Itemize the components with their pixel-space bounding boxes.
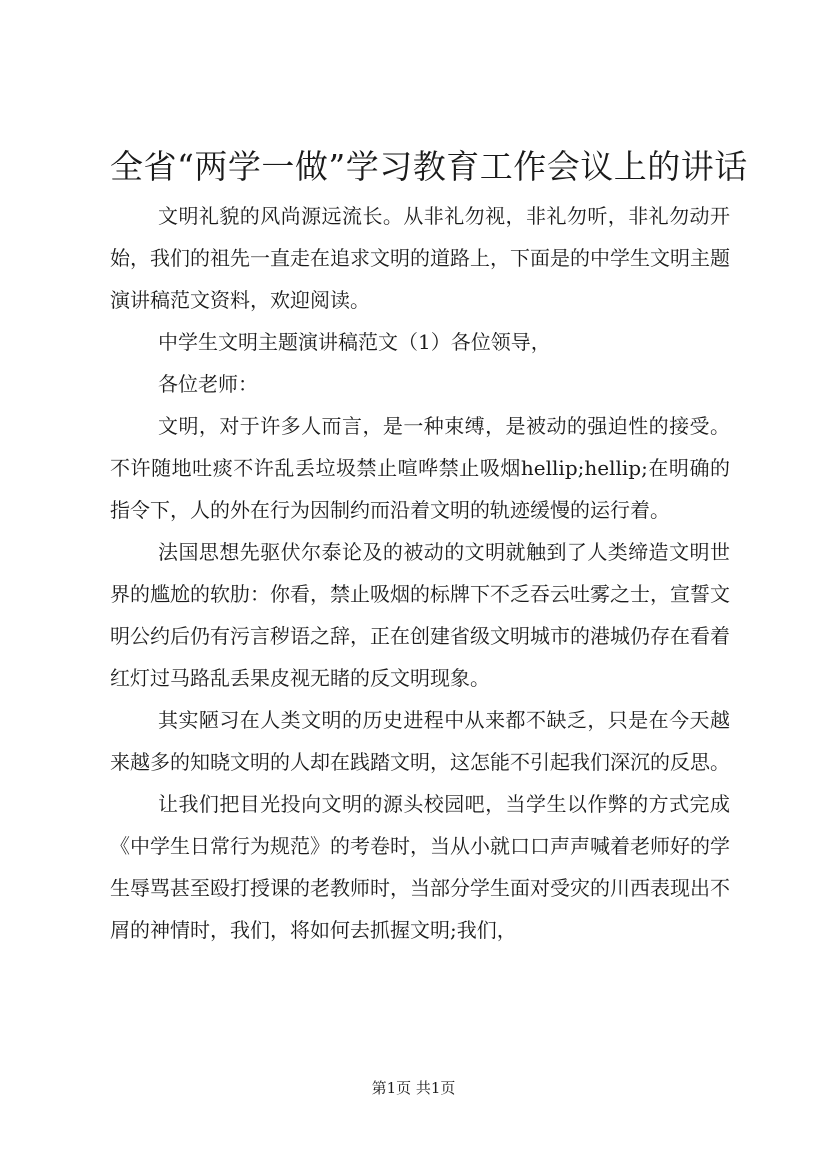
document-body [110, 195, 730, 951]
paragraph-civilization-constraint: 文明，对于许多人而言，是一种束缚，是被动的强迫性的接受。不许随地吐痰不许乱丢垃圾禁止喧哗禁止吸烟hellip;hellip;在明确的指令下，人的外在行为因制约而沿着文明的轨迹缓慢的运行着。 [110, 414, 730, 522]
paragraph-salutation: 各位老师： [158, 372, 258, 396]
paragraph-voltaire: 法国思想先驱伏尔泰论及的被动的文明就触到了人类缔造文明世界的尴尬的软肋：你看，禁止吸烟的标牌下不乏吞云吐雾之士，宣誓文明公约后仍有污言秽语之辞，正在创建省级文明城市的港城仍存在看着红灯过马路乱丢果皮视无睹的反文明现象。 [110, 540, 730, 690]
paragraph-intro: 文明礼貌的风尚源远流长。从非礼勿视，非礼勿听，非礼勿动开始，我们的祖先一直走在追求文明的道路上，下面是的中学生文明主题演讲稿范文资料，欢迎阅读。 [110, 204, 730, 312]
paragraph-campus: 让我们把目光投向文明的源头校园吧，当学生以作弊的方式完成《中学生日常行为规范》的考卷时，当从小就口口声声喊着老师好的学生辱骂甚至殴打授课的老教师时，当部分学生面对受灾的川西表现出不屑的神情时，我们，将如何去抓握文明;我们， [110, 792, 730, 942]
document-title: 全省“两学一做”学习教育工作会议上的讲话 [110, 147, 748, 186]
paragraph-speech-heading: 中学生文明主题演讲稿范文（1）各位领导， [158, 330, 551, 354]
paragraph-bad-habits: 其实陋习在人类文明的历史进程中从来都不缺乏，只是在今天越来越多的知晓文明的人却在践踏文明，这怎能不引起我们深沉的反思。 [110, 708, 730, 774]
page-footer: 第1页 共1页 [371, 1079, 456, 1097]
